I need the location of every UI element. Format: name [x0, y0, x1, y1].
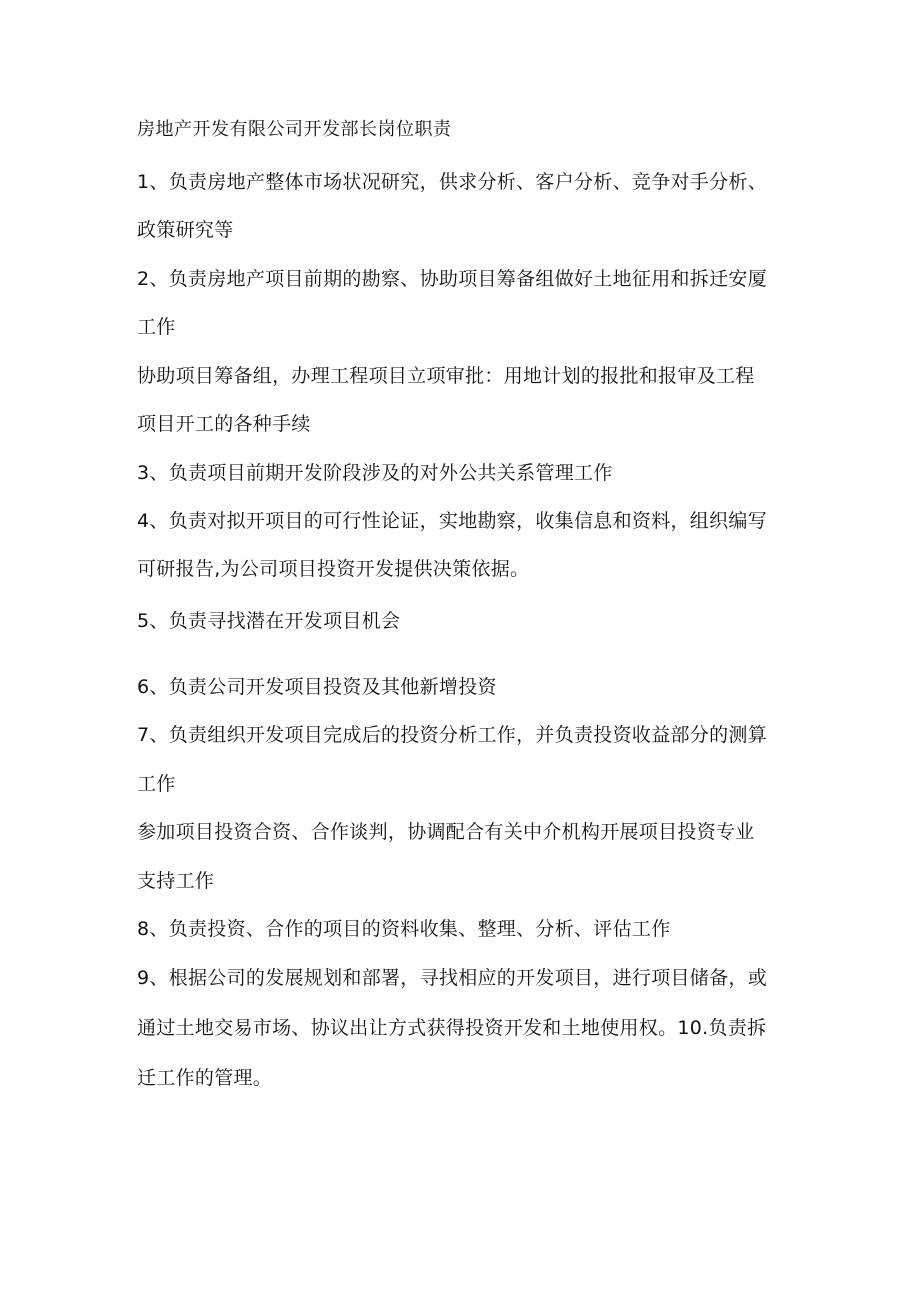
- text-line: 1、负责房地产整体市场状况研究，供求分析、客户分析、竞争对手分析、: [137, 171, 767, 193]
- text-line: 参加项目投资合资、合作谈判，协调配合有关中介机构开展项目投资专业: [137, 821, 755, 843]
- document-title: 房地产开发有限公司开发部长岗位职责: [137, 119, 452, 140]
- text-line: 9、根据公司的发展规划和部署，寻找相应的开发项目，进行项目储备，或: [137, 967, 767, 989]
- text-line: 3、负责项目前期开发阶段涉及的对外公共关系管理工作: [137, 462, 613, 484]
- text-line: 工作: [137, 316, 176, 338]
- text-line: 8、负责投资、合作的项目的资料收集、整理、分析、评估工作: [137, 918, 671, 940]
- text-line: 支持工作: [137, 870, 215, 892]
- text-line: 工作: [137, 773, 176, 795]
- text-line: 7、负责组织开发项目完成后的投资分析工作，并负责投资收益部分的测算: [137, 724, 767, 746]
- text-line: 4、负责对拟开项目的可行性论证，实地勘察，收集信息和资料，组织编写: [137, 510, 767, 532]
- text-line: 迁工作的管理。: [137, 1067, 273, 1089]
- text-line: 通过土地交易市场、协议出让方式获得投资开发和土地使用权。10.负责拆: [137, 1017, 767, 1039]
- text-line: 协助项目筹备组，办理工程项目立项审批：用地计划的报批和报审及工程: [137, 365, 755, 387]
- text-line: 可研报告,为公司项目投资开发提供决策依据。: [137, 558, 530, 580]
- text-line: 2、负责房地产项目前期的勘察、协助项目筹备组做好土地征用和拆迁安厦: [137, 268, 767, 290]
- text-line: 政策研究等: [137, 219, 234, 241]
- text-line: 6、负责公司开发项目投资及其他新增投资: [137, 676, 497, 698]
- text-line: 项目开工的各种手续: [137, 413, 311, 435]
- text-line: 5、负责寻找潜在开发项目机会: [137, 610, 401, 632]
